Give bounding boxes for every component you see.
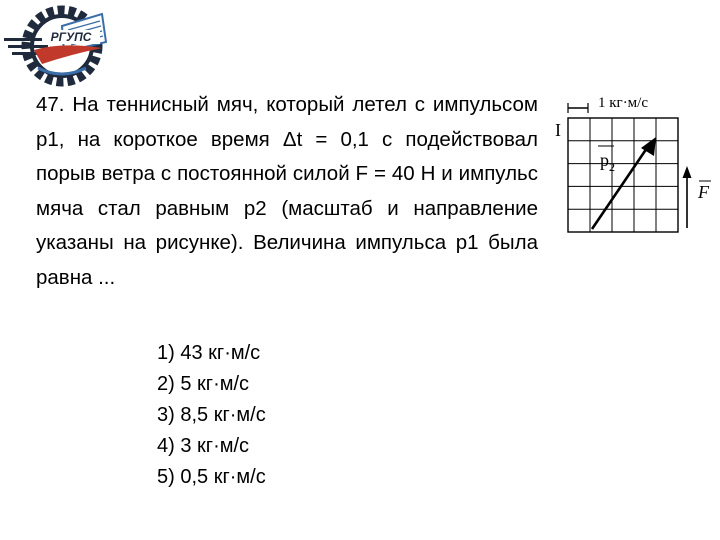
university-logo (2, 2, 120, 88)
logo-text: РГУПС (50, 30, 92, 44)
force-label: F (698, 182, 709, 202)
answer-option: 4) 3 кг·м/с (157, 435, 250, 457)
problem-text: 47. На теннисный мяч, который летел с импульсом p1, на короткое время Δt = 0,1 с подействовал порыв ветра с постоянной силой F = 40 Н и импульс мяча стал равным p2 (масштаб и направление указаны на рисунке). Величина импульса p1 была равна ... (36, 93, 538, 289)
answer-option: 1) 43 кг·м/с (157, 342, 261, 364)
answer-option: 2) 5 кг·м/с (157, 373, 250, 395)
grid (568, 118, 678, 232)
cursor-mark: I (555, 120, 561, 140)
p2-subscript: 2 (609, 160, 615, 174)
p2-label: $p_2$ (600, 150, 615, 174)
scale-bar (568, 103, 588, 113)
answer-option: 3) 8,5 кг·м/с (157, 404, 266, 426)
answer-option: 5) 0,5 кг·м/с (157, 466, 266, 488)
answer-list (157, 338, 266, 493)
vector-figure (548, 90, 718, 240)
scale-label: 1 кг·м/с (598, 95, 649, 111)
force-vector-arrow (683, 166, 692, 228)
